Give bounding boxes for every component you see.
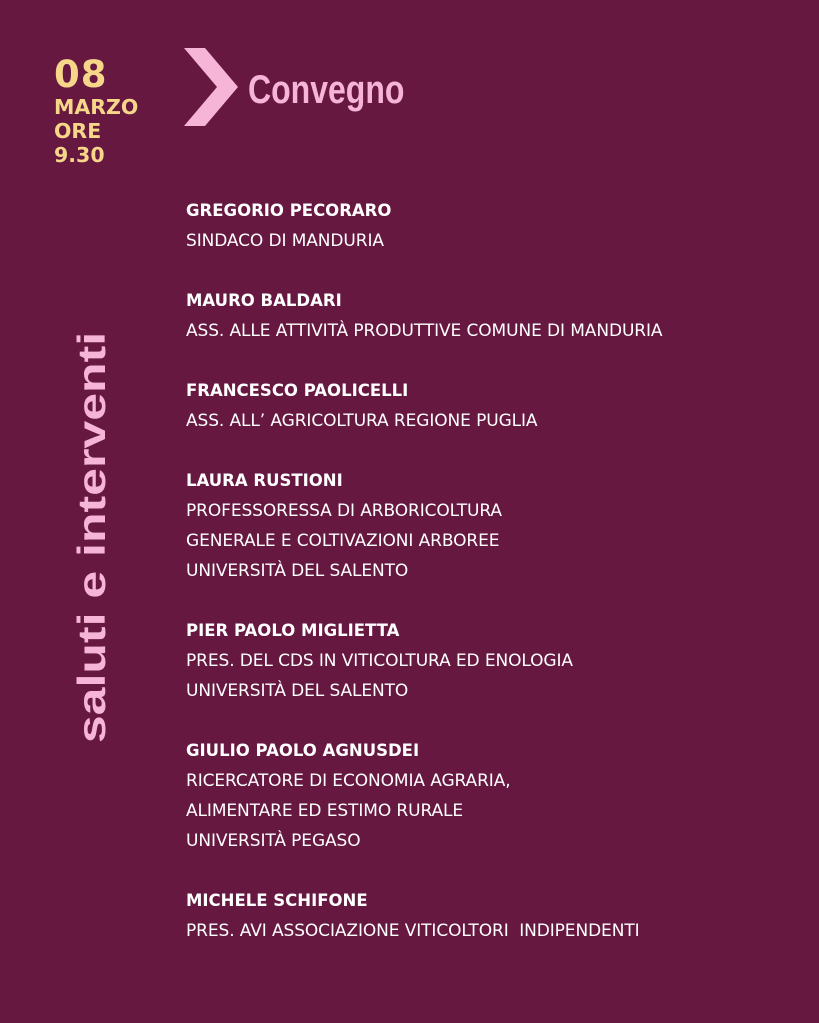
- event-time-label: ORE: [54, 119, 102, 143]
- speaker-role: ASS. ALL’ AGRICOLTURA REGIONE PUGLIA: [186, 411, 538, 431]
- speaker-name: LAURA RUSTIONI: [186, 471, 343, 490]
- speaker-role: ALIMENTARE ED ESTIMO RURALE: [186, 801, 464, 821]
- speaker-item: [186, 286, 662, 346]
- event-time: 9.30: [54, 143, 105, 167]
- side-label: saluti e interventi: [69, 331, 114, 744]
- speaker-name: PIER PAOLO MIGLIETTA: [186, 621, 400, 640]
- speaker-name: GIULIO PAOLO AGNUSDEI: [186, 741, 420, 760]
- event-month: MARZO: [54, 95, 139, 119]
- speaker-role: UNIVERSITÀ PEGASO: [186, 831, 361, 851]
- event-date: [54, 55, 138, 167]
- speaker-role: UNIVERSITÀ DEL SALENTO: [186, 681, 409, 701]
- chevron-right-icon: [184, 48, 238, 126]
- speaker-role: SINDACO DI MANDURIA: [186, 231, 384, 251]
- speaker-item: [186, 736, 662, 856]
- speaker-item: [186, 466, 662, 586]
- speaker-name: MICHELE SCHIFONE: [186, 891, 368, 910]
- speaker-name: GREGORIO PECORARO: [186, 201, 392, 220]
- speaker-role: PRES. DEL CDS IN VITICOLTURA ED ENOLOGIA: [186, 651, 573, 671]
- speaker-role: PROFESSORESSA DI ARBORICOLTURA: [186, 501, 502, 521]
- event-title: Convegno: [248, 68, 405, 112]
- speaker-item: [186, 616, 662, 706]
- event-day: 08: [54, 53, 108, 96]
- speaker-list: [186, 196, 662, 976]
- speaker-item: [186, 886, 662, 946]
- speaker-item: [186, 196, 662, 256]
- speaker-role: RICERCATORE DI ECONOMIA AGRARIA,: [186, 771, 511, 791]
- speaker-role: GENERALE E COLTIVAZIONI ARBOREE: [186, 531, 500, 551]
- speaker-role: PRES. AVI ASSOCIAZIONE VITICOLTORI INDIPENDENTI: [186, 921, 640, 941]
- speaker-item: [186, 376, 662, 436]
- speaker-role: UNIVERSITÀ DEL SALENTO: [186, 561, 409, 581]
- speaker-name: MAURO BALDARI: [186, 291, 342, 310]
- speaker-name: FRANCESCO PAOLICELLI: [186, 381, 409, 400]
- speaker-role: ASS. ALLE ATTIVITÀ PRODUTTIVE COMUNE DI MANDURIA: [186, 321, 663, 341]
